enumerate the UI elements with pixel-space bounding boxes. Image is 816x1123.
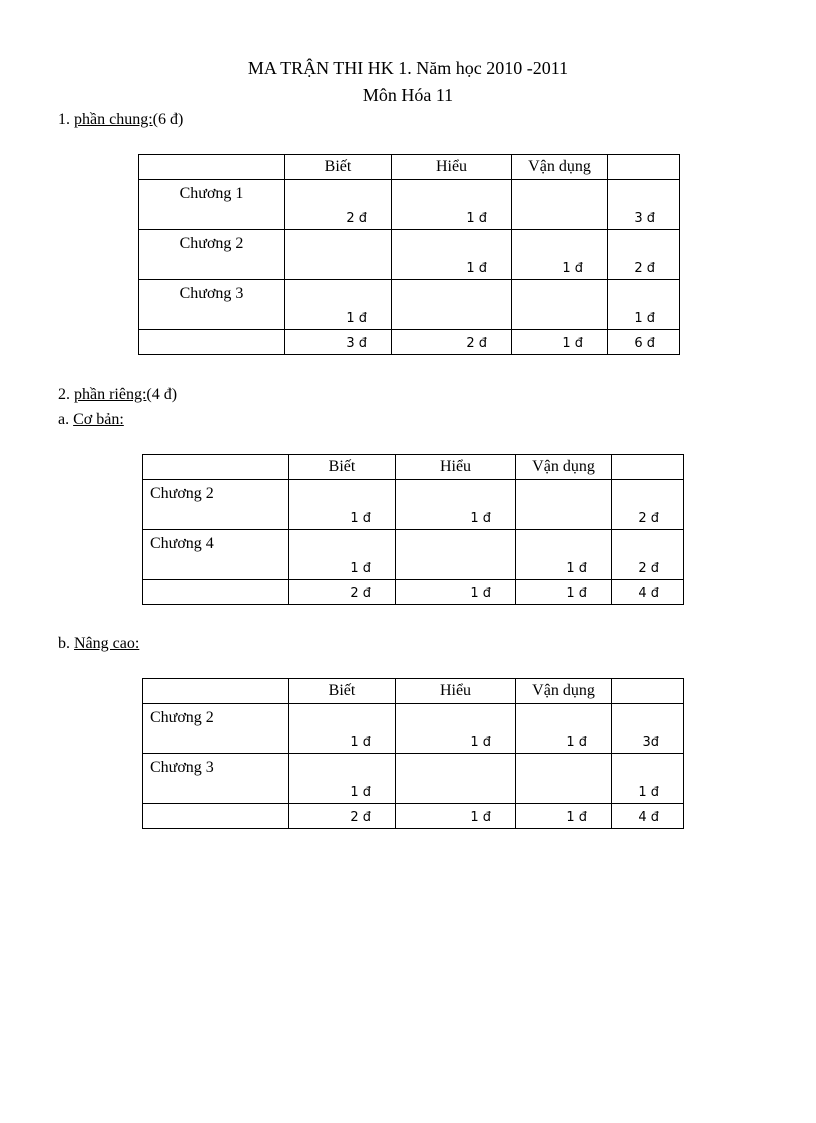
total-cell <box>396 580 516 605</box>
section-number: b. <box>58 635 70 652</box>
cell-value: 1 đ <box>350 511 371 526</box>
value-cell <box>608 230 680 280</box>
table-header-row <box>143 455 684 480</box>
header-cell: Hiểu <box>392 155 512 180</box>
table-row <box>143 704 684 754</box>
row-label: Chương 2 <box>150 709 214 726</box>
document-title: MA TRẬN THI HK 1. Năm học 2010 -2011 <box>247 58 569 78</box>
header-cell <box>143 679 289 704</box>
value-cell <box>512 280 608 330</box>
value-cell <box>396 530 516 580</box>
row-label: Chương 3 <box>179 285 244 302</box>
row-label-cell <box>143 704 289 754</box>
total-cell <box>289 580 396 605</box>
value-cell <box>285 230 392 280</box>
value-cell <box>612 754 684 804</box>
row-label-cell <box>143 480 289 530</box>
cell-value: 1 đ <box>466 211 487 226</box>
section-basic-heading <box>58 410 124 430</box>
cell-value: 1 đ <box>566 561 587 576</box>
total-value: 6 đ <box>634 336 655 351</box>
total-cell <box>612 804 684 829</box>
row-label: Chương 2 <box>179 235 244 252</box>
table-row <box>139 280 680 330</box>
total-value: 1 đ <box>562 336 583 351</box>
cell-value: 2 đ <box>346 211 367 226</box>
total-value: 1 đ <box>470 586 491 601</box>
section-number: 2. <box>58 386 70 403</box>
header-cell <box>612 679 684 704</box>
header-cell <box>608 155 680 180</box>
total-value: 4 đ <box>638 586 659 601</box>
value-cell <box>396 704 516 754</box>
total-cell <box>612 580 684 605</box>
header-cell <box>612 455 684 480</box>
cell-value: 1 đ <box>350 561 371 576</box>
cell-value: 1 đ <box>350 735 371 750</box>
table-total-row <box>139 330 680 355</box>
section-specific-heading <box>58 385 177 405</box>
section-points: (4 đ) <box>146 386 178 403</box>
section-label: phần chung: <box>74 111 153 128</box>
header-cell <box>139 155 285 180</box>
cell-value: 3đ <box>642 735 659 750</box>
value-cell <box>608 180 680 230</box>
total-value: 1 đ <box>470 810 491 825</box>
row-label: Chương 2 <box>150 485 214 502</box>
header-cell: Biết <box>285 155 392 180</box>
value-cell <box>516 480 612 530</box>
cell-value: 1 đ <box>470 735 491 750</box>
row-label-cell <box>143 754 289 804</box>
matrix-table-basic <box>142 454 684 605</box>
row-label: Chương 1 <box>179 185 244 202</box>
value-cell <box>612 480 684 530</box>
value-cell <box>612 530 684 580</box>
value-cell <box>289 754 396 804</box>
total-label-cell <box>143 804 289 829</box>
header-cell <box>143 455 289 480</box>
total-value: 2 đ <box>350 586 371 601</box>
value-cell <box>285 180 392 230</box>
total-value: 2 đ <box>466 336 487 351</box>
value-cell <box>512 230 608 280</box>
value-cell <box>516 530 612 580</box>
row-label-cell <box>139 280 285 330</box>
section-advanced-heading <box>58 634 139 654</box>
cell-value: 1 đ <box>346 311 367 326</box>
row-label-cell <box>143 530 289 580</box>
cell-value: 1 đ <box>634 311 655 326</box>
total-cell <box>289 804 396 829</box>
table-row <box>143 754 684 804</box>
section-points: (6 đ) <box>152 111 184 128</box>
cell-value: 1 đ <box>466 261 487 276</box>
header-cell: Hiểu <box>396 679 516 704</box>
section-label: Nâng cao: <box>74 635 140 652</box>
header-cell: Biết <box>289 679 396 704</box>
value-cell <box>392 180 512 230</box>
total-value: 1 đ <box>566 810 587 825</box>
row-label: Chương 4 <box>150 535 214 552</box>
header-cell: Vận dụng <box>516 679 612 704</box>
total-value: 3 đ <box>346 336 367 351</box>
cell-value: 1 đ <box>638 785 659 800</box>
total-cell <box>285 330 392 355</box>
cell-value: 1 đ <box>350 785 371 800</box>
section-general-heading <box>58 110 183 130</box>
cell-value: 2 đ <box>638 561 659 576</box>
total-value: 1 đ <box>566 586 587 601</box>
table-header-row <box>139 155 680 180</box>
document-subtitle: Môn Hóa 11 <box>362 85 454 105</box>
row-label: Chương 3 <box>150 759 214 776</box>
total-cell <box>608 330 680 355</box>
cell-value: 1 đ <box>566 735 587 750</box>
cell-value: 1 đ <box>562 261 583 276</box>
value-cell <box>285 280 392 330</box>
header-cell: Vận dụng <box>512 155 608 180</box>
header-cell: Biết <box>289 455 396 480</box>
total-value: 2 đ <box>350 810 371 825</box>
total-label-cell <box>139 330 285 355</box>
row-label-cell <box>139 180 285 230</box>
table-row <box>143 480 684 530</box>
section-label: phần riêng: <box>74 386 147 403</box>
section-number: a. <box>58 411 70 428</box>
row-label-cell <box>139 230 285 280</box>
total-cell <box>516 580 612 605</box>
header-cell: Vận dụng <box>516 455 612 480</box>
value-cell <box>392 280 512 330</box>
cell-value: 2 đ <box>638 511 659 526</box>
value-cell <box>396 480 516 530</box>
cell-value: 3 đ <box>634 211 655 226</box>
section-label: Cơ bản: <box>73 411 124 428</box>
total-label-cell <box>143 580 289 605</box>
cell-value: 2 đ <box>634 261 655 276</box>
table-row <box>139 180 680 230</box>
table-total-row <box>143 580 684 605</box>
value-cell <box>392 230 512 280</box>
table-row <box>143 530 684 580</box>
matrix-table-general <box>138 154 680 355</box>
total-cell <box>516 804 612 829</box>
value-cell <box>289 480 396 530</box>
table-row <box>139 230 680 280</box>
total-cell <box>512 330 608 355</box>
total-cell <box>396 804 516 829</box>
total-value: 4 đ <box>638 810 659 825</box>
value-cell <box>516 754 612 804</box>
section-number: 1. <box>58 111 70 128</box>
matrix-table-advanced <box>142 678 684 829</box>
value-cell <box>612 704 684 754</box>
value-cell <box>512 180 608 230</box>
value-cell <box>289 530 396 580</box>
cell-value: 1 đ <box>470 511 491 526</box>
total-cell <box>392 330 512 355</box>
header-cell: Hiểu <box>396 455 516 480</box>
table-header-row <box>143 679 684 704</box>
value-cell <box>516 704 612 754</box>
table-total-row <box>143 804 684 829</box>
value-cell <box>289 704 396 754</box>
value-cell <box>396 754 516 804</box>
value-cell <box>608 280 680 330</box>
